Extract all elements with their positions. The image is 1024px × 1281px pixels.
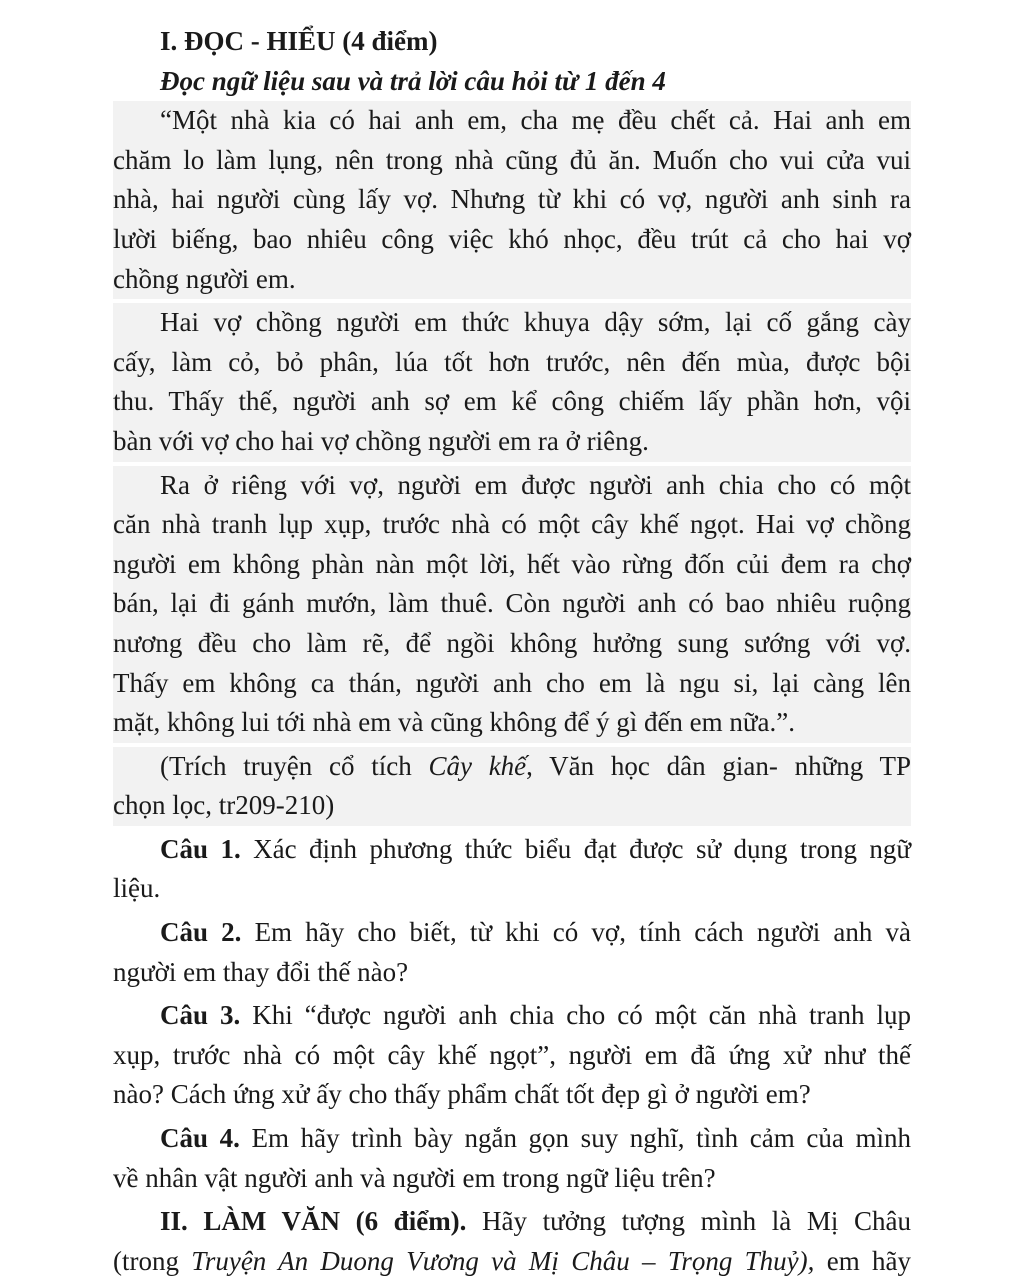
passage-source <box>113 747 911 826</box>
source-line-1: (Trích truyện cổ tích Cây khế, Văn học dân gian- những TP <box>160 750 911 781</box>
question-line: Câu 4. Em hãy trình bày ngắn gọn suy nghĩ, tình cảm của mình <box>160 1123 911 1154</box>
question-4 <box>113 1119 911 1198</box>
passage-line: bàn với vợ cho hai vợ chồng người em ra ở riêng. <box>113 425 649 456</box>
passage-line: cấy, làm cỏ, bỏ phân, lúa tốt hơn trước, nên đến mùa, được bội <box>113 346 911 377</box>
section-2 <box>113 1202 911 1281</box>
exam-page <box>113 22 911 1281</box>
section-2-line-2: (trong Truyện An Duong Vương và Mị Châu – Trọng Thuỷ), em hãy <box>113 1245 911 1276</box>
question-line: liệu. <box>113 873 161 904</box>
passage-paragraph-1 <box>113 101 911 299</box>
passage-line: bán, lại đi gánh mướn, làm thuê. Còn người anh có bao nhiêu ruộng <box>113 588 911 619</box>
question-label: Câu 1. <box>160 833 241 864</box>
question-line: Câu 1. Xác định phương thức biểu đạt được sử dụng trong ngữ <box>160 833 912 864</box>
passage-line: “Một nhà kia có hai anh em, cha mẹ đều chết cả. Hai anh em <box>160 105 911 136</box>
source-title: Cây khế <box>428 750 527 781</box>
question-3 <box>113 996 911 1115</box>
passage-line: chồng người em. <box>113 263 296 294</box>
section-2-line-1: II. LÀM VĂN (6 điểm). Hãy tưởng tượng mình là Mị Châu <box>160 1206 911 1237</box>
passage-paragraph-2 <box>113 303 911 461</box>
passage-line: Thấy em không ca thán, người anh cho em là ngu si, lại càng lên <box>113 667 911 698</box>
question-label: Câu 3. <box>160 1000 241 1031</box>
passage-line: thu. Thấy thế, người anh sợ em kể công chiếm lấy phần hơn, vội <box>113 386 911 417</box>
passage-line: nhà, hai người cùng lấy vợ. Nhưng từ khi có vợ, người anh sinh ra <box>113 184 911 215</box>
passage-line: căn nhà tranh lụp xụp, trước nhà có một cây khế ngọt. Hai vợ chồng <box>113 509 911 540</box>
story-title: Truyện An Duong Vương và Mị Châu – Trọng Thuỷ), <box>191 1245 815 1276</box>
question-line: xụp, trước nhà có một cây khế ngọt”, người em đã ứng xử như thế <box>113 1039 911 1070</box>
passage-line: mặt, không lui tới nhà em và cũng không để ý gì đến em nữa.”. <box>113 707 796 738</box>
passage-line: Hai vợ chồng người em thức khuya dậy sớm, lại cố gắng cày <box>160 307 911 338</box>
passage-line: người em không phàn nàn một lời, hết vào rừng đốn củi đem ra chợ <box>113 548 911 579</box>
question-2 <box>113 913 911 992</box>
passage-line: lười biếng, bao nhiêu công việc khó nhọc, đều trút cả cho hai vợ <box>113 223 911 254</box>
source-line-2: chọn lọc, tr209-210) <box>113 790 335 821</box>
question-line: về nhân vật người anh và người em trong ngữ liệu trên? <box>113 1162 716 1193</box>
question-line: Câu 2. Em hãy cho biết, từ khi có vợ, tính cách người anh và <box>160 917 912 948</box>
question-line: Câu 3. Khi “được người anh chia cho có một căn nhà tranh lụp <box>160 1000 911 1031</box>
passage-paragraph-3 <box>113 466 911 743</box>
question-label: Câu 2. <box>160 917 242 948</box>
section-1-instruction: Đọc ngữ liệu sau và trả lời câu hỏi từ 1 đến 4 <box>160 65 666 96</box>
passage-line: Ra ở riêng với vợ, người em được người anh chia cho có một <box>160 469 911 500</box>
section-1-heading: I. ĐỌC - HIỂU (4 điểm) <box>160 26 438 56</box>
question-label: Câu 4. <box>160 1123 240 1154</box>
question-line: nào? Cách ứng xử ấy cho thấy phẩm chất tốt đẹp gì ở người em? <box>113 1079 811 1110</box>
question-1 <box>113 830 911 909</box>
section-2-heading: II. LÀM VĂN (6 điểm). <box>160 1206 467 1237</box>
passage-line: nương đều cho làm rẽ, để ngồi không hưởng sung sướng với vợ. <box>113 627 911 658</box>
question-line: người em thay đổi thế nào? <box>113 956 409 987</box>
passage-line: chăm lo làm lụng, nên trong nhà cũng đủ ăn. Muốn cho vui cửa vui <box>113 144 911 175</box>
